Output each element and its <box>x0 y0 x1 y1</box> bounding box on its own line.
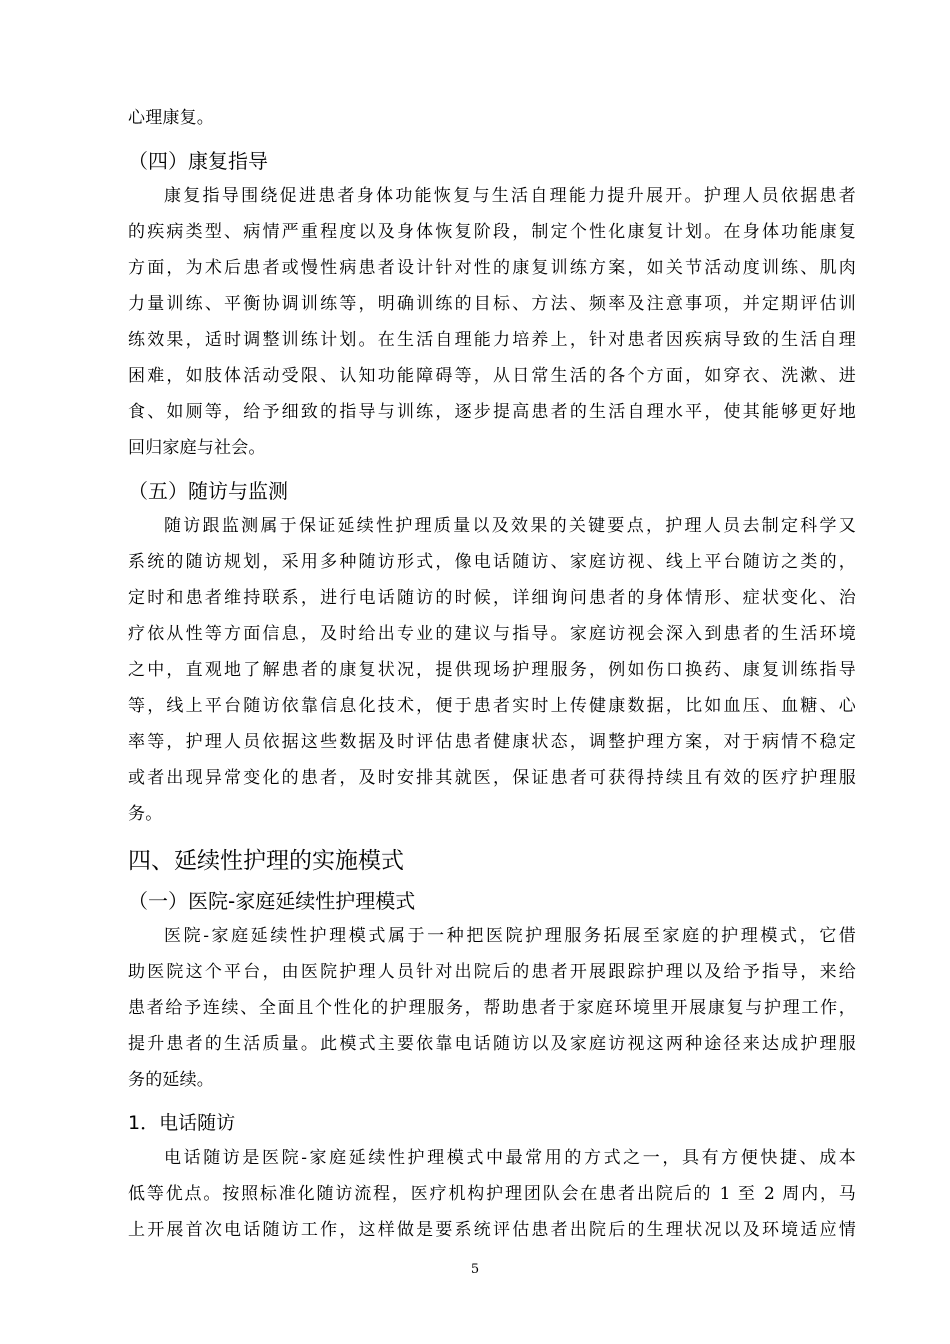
text-line: 医院-家庭延续性护理模式属于一种把医院护理服务拓展至家庭的护理模式，它借 <box>164 926 856 946</box>
section-heading-followup: （五）随访与监测 <box>128 479 288 503</box>
paragraph-hospital-home-model <box>128 918 856 1098</box>
text-line: 务的延续。 <box>128 1070 214 1090</box>
text-line: 食、如厕等，给予细致的指导与训练，逐步提高患者的生活自理水平，使其能够更好地 <box>128 402 856 422</box>
paragraph-rehab-guidance <box>128 178 856 466</box>
paragraph-followup <box>128 508 856 832</box>
text-line: 务。 <box>128 804 163 824</box>
text-line: 低等优点。按照标准化随访流程，医疗机构护理团队会在患者出院后的 1 至 2 周内，马 <box>128 1184 856 1204</box>
text-line: 上开展首次电话随访工作，这样做是要系统评估患者出院后的生理状况以及环境适应情 <box>128 1220 856 1240</box>
text-line: 的疾病类型、病情严重程度以及身体恢复阶段，制定个性化康复计划。在身体功能康复 <box>128 222 856 242</box>
text-line: 提升患者的生活质量。此模式主要依靠电话随访以及家庭访视这两种途径来达成护理服 <box>128 1034 856 1054</box>
text-line: 方面，为术后患者或慢性病患者设计针对性的康复训练方案，如关节活动度训练、肌肉 <box>128 258 856 278</box>
text-line: 率等，护理人员依据这些数据及时评估患者健康状态，调整护理方案，对于病情不稳定 <box>128 732 856 752</box>
continuation-paragraph <box>128 100 856 136</box>
text-line: 困难，如肢体活动受限、认知功能障碍等，从日常生活的各个方面，如穿衣、洗漱、进 <box>128 366 856 386</box>
text-line: 系统的随访规划，采用多种随访形式，像电话随访、家庭访视、线上平台随访之类的， <box>128 552 856 572</box>
section-heading-rehab-guidance: （四）康复指导 <box>128 149 268 173</box>
text-line: 之中，直观地了解患者的康复状况，提供现场护理服务，例如伤口换药、康复训练指导 <box>128 660 856 680</box>
section-heading-hospital-home-model: （一）医院-家庭延续性护理模式 <box>128 889 416 913</box>
text-line: 康复指导围绕促进患者身体功能恢复与生活自理能力提升展开。护理人员依据患者 <box>164 186 856 206</box>
text-line: 电话随访是医院-家庭延续性护理模式中最常用的方式之一，具有方便快捷、成本 <box>164 1148 856 1168</box>
document-page <box>128 100 856 1248</box>
text-line: 患者给予连续、全面且个性化的护理服务，帮助患者于家庭环境里开展康复与护理工作， <box>128 998 856 1018</box>
chapter-heading-implementation-models: 四、延续性护理的实施模式 <box>128 848 404 874</box>
text-line: 力量训练、平衡协调训练等，明确训练的目标、方法、频率及注意事项，并定期评估训 <box>128 294 856 314</box>
text-line: 随访跟监测属于保证延续性护理质量以及效果的关键要点，护理人员去制定科学又 <box>164 516 856 536</box>
text-line: 定时和患者维持联系，进行电话随访的时候，详细询问患者的身体情形、症状变化、治 <box>128 588 856 608</box>
page-number: 5 <box>470 1262 480 1277</box>
text-line: 练效果，适时调整训练计划。在生活自理能力培养上，针对患者因疾病导致的生活自理 <box>128 330 856 350</box>
text-line: 或者出现异常变化的患者，及时安排其就医，保证患者可获得持续且有效的医疗护理服 <box>128 768 856 788</box>
text-line: 心理康复。 <box>128 108 214 128</box>
text-line: 疗依从性等方面信息，及时给出专业的建议与指导。家庭访视会深入到患者的生活环境 <box>128 624 856 644</box>
paragraph-phone-followup <box>128 1140 856 1248</box>
text-line: 助医院这个平台，由医院护理人员针对出院后的患者开展跟踪护理以及给予指导，来给 <box>128 962 856 982</box>
text-line: 等，线上平台随访依靠信息化技术，便于患者实时上传健康数据，比如血压、血糖、心 <box>128 696 856 716</box>
text-line: 回归家庭与社会。 <box>128 438 266 458</box>
item-heading-phone-followup: 1．电话随访 <box>128 1112 236 1134</box>
